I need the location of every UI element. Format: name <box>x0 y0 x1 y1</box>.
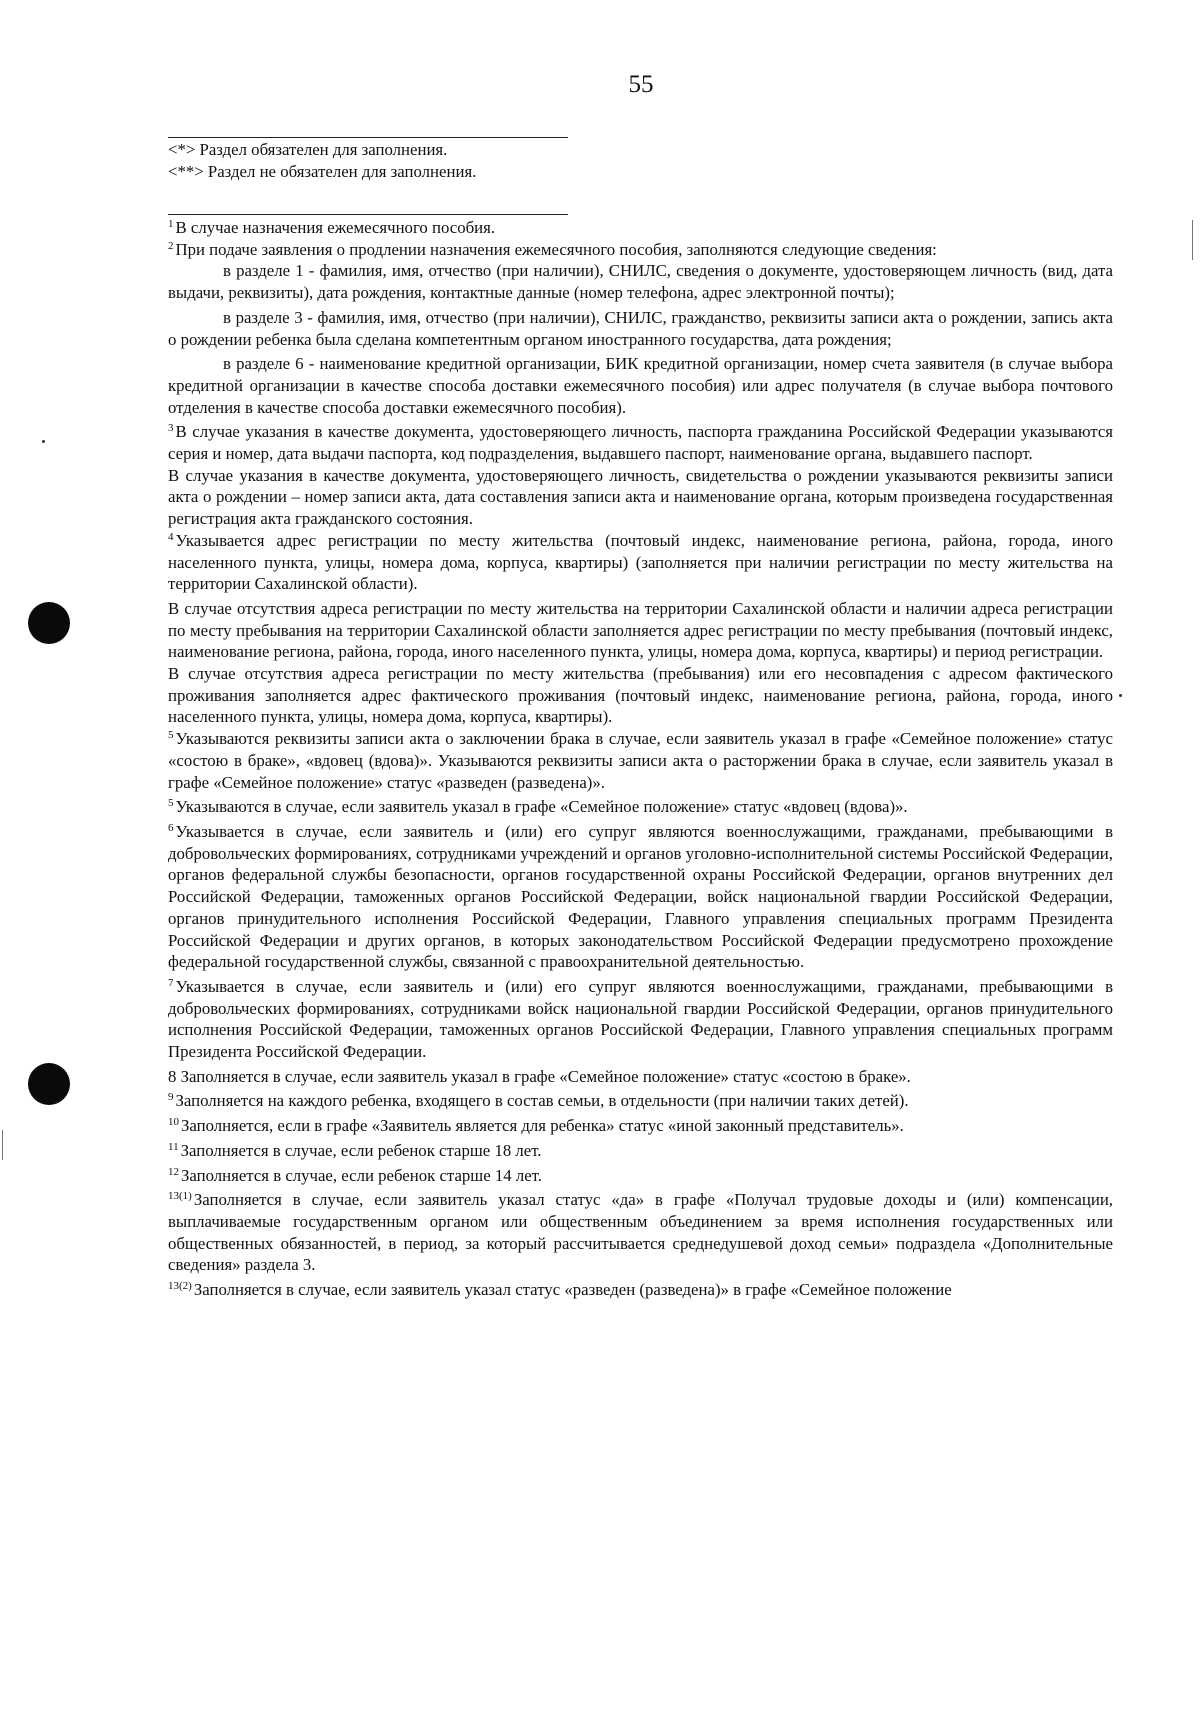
footnote-3 <box>168 421 1113 464</box>
footnote-7 <box>168 976 1113 1063</box>
footnote-ref: 12 <box>168 1165 179 1178</box>
footnote-4-stay-address: В случае отсутствия адреса регистрации по месту жительства на территории Сахалинской области и наличии адреса регистрации по месту пребывания на территории Сахалинской области заполняется адрес регистрации по месту пребывания (почтовый индекс, наименование региона, района, города, иного населенного пункта, улицы, номера дома, корпуса, квартиры) и период регистрации. <box>168 598 1113 662</box>
footnote-3-birth-certificate: В случае указания в качестве документа, удостоверяющего личность, свидетельства о рождении указываются реквизиты записи акта о рождении – номер записи акта, дата составления записи акта и наименование органа, которым произведена государственная регистрация акта гражданского состояния. <box>168 465 1113 529</box>
binder-hole-mark <box>28 1063 70 1105</box>
footnote-ref: 3 <box>168 422 174 435</box>
scan-edge-line <box>1192 220 1193 260</box>
footnote-12 <box>168 1165 1113 1187</box>
footnote-text: В случае указания в качестве документа, удостоверяющего личность, паспорта гражданина Российской Федерации указываются серия и номер, дата выдачи паспорта, код подразделения, выдавшего паспорт, наименование органа, выдавшего паспорт. <box>168 422 1113 464</box>
mark-required: <*> Раздел обязателен для заполнения. <box>168 140 448 159</box>
footnote-13-2 <box>168 1279 1113 1301</box>
scan-speck <box>1119 694 1122 697</box>
footnote-text: При подаче заявления о продлении назначения ежемесячного пособия, заполняются следующие сведения: <box>175 239 937 259</box>
footnote-6 <box>168 821 1113 973</box>
footnote-text: Указывается в случае, если заявитель и (или) его супруг являются военнослужащими, гражданами, пребывающими в добровольческих формированиях, сотрудниками войск национальной гвардии Российской Федерации, органов принудительного исполнения Российской Федерации, таможенных органов Российской Федерации, Главного управления специальных программ Президента Российской Федерации. <box>168 976 1113 1062</box>
footnote-ref: 10 <box>168 1116 179 1129</box>
footnote-ref: 7 <box>168 976 174 989</box>
footnote-text: Указывается в случае, если заявитель и (или) его супруг являются военнослужащими, гражданами, пребывающими в добровольческих формированиях, сотрудниками учреждений и органов уголовно-исполнительной системы Российской Федерации, органов федеральной службы безопасности, органов государственной охраны Российской Федерации, органов внутренних дел Российской Федерации, таможенных органов Российской Федерации, войск национальной гвардии Российской Федерации, органов принудительного исполнения Российской Федерации, Главного управления специальных программ Президента Российской Федерации и других органов, в которых законодательством Российской Федерации предусмотрено прохождение федеральной государственной службы, связанной с правоохранительной деятельностью. <box>168 821 1113 972</box>
footnote-11 <box>168 1140 1113 1162</box>
section-marks <box>168 139 768 183</box>
footnote-1 <box>168 217 1113 239</box>
footnote-2-section-1: в разделе 1 - фамилия, имя, отчество (при наличии), СНИЛС, сведения о документе, удостоверяющем личность (вид, дата выдачи, реквизиты), дата рождения, контактные данные (номер телефона, адрес электронной почты); <box>168 261 1113 303</box>
footnote-text: Указываются в случае, если заявитель указал в графе «Семейное положение» статус «вдовец (вдова)». <box>175 797 908 817</box>
mark-optional: <**> Раздел не обязателен для заполнения. <box>168 162 477 181</box>
scan-edge-line <box>2 1130 3 1160</box>
footnote-2 <box>168 239 1113 261</box>
footnote-2-section-3: в разделе 3 - фамилия, имя, отчество (при наличии), СНИЛС, гражданство, реквизиты записи акта о рождении, запись акта о рождении ребенка была сделана компетентным органом иностранного государства, дата рождения; <box>168 307 1113 349</box>
footnote-text: Заполняется, если в графе «Заявитель является для ребенка» статус «иной законный представитель». <box>181 1116 904 1136</box>
footnote-ref: 13(1) <box>168 1190 192 1203</box>
footnote-ref: 5 <box>168 729 174 742</box>
footnote-8: 8 Заполняется в случае, если заявитель указал в графе «Семейное положение» статус «состою в браке». <box>168 1066 911 1086</box>
page-number: 55 <box>628 71 654 98</box>
footnotes <box>168 217 1113 1301</box>
footnote-5a <box>168 728 1113 793</box>
footnote-ref: 11 <box>168 1140 179 1153</box>
footnote-5b <box>168 796 1113 818</box>
footnote-ref: 6 <box>168 821 174 834</box>
footnote-ref: 9 <box>168 1091 174 1104</box>
separator-rule-footnotes <box>168 214 568 215</box>
footnote-text: Заполняется на каждого ребенка, входящего в состав семьи, в отдельности (при наличии таких детей). <box>175 1091 909 1111</box>
separator-rule-top <box>168 137 568 138</box>
footnote-text: Указывается адрес регистрации по месту жительства (почтовый индекс, наименование региона, района, города, иного населенного пункта, улицы, номера дома, корпуса, квартиры) (заполняется при наличии регистрации по месту жительства на территории Сахалинской области). <box>168 530 1113 594</box>
footnote-text: Заполняется в случае, если заявитель указал статус «разведен (разведена)» в графе «Семейное положение <box>193 1280 952 1300</box>
footnote-9 <box>168 1090 1113 1112</box>
footnote-ref: 5 <box>168 797 174 810</box>
footnote-text: Заполняется в случае, если ребенок старше 18 лет. <box>180 1140 542 1160</box>
footnote-ref: 13(2) <box>168 1280 192 1293</box>
footnote-13-1 <box>168 1189 1113 1276</box>
footnote-text: В случае назначения ежемесячного пособия. <box>175 218 496 237</box>
footnote-text: Заполняется в случае, если заявитель указал статус «да» в графе «Получал трудовые доходы и (или) компенсации, выплачиваемые государственным органом или общественным объединением за время исполнения государственных или общественных обязанностей, в период, за который рассчитывается среднедушевой доход семьи» подраздела «Дополнительные сведения» раздела 3. <box>168 1190 1113 1275</box>
footnote-text: Заполняется в случае, если ребенок старше 14 лет. <box>181 1165 542 1185</box>
scan-speck <box>42 440 45 443</box>
footnote-ref: 1 <box>168 218 174 230</box>
footnote-4-actual-address: В случае отсутствия адреса регистрации по месту жительства (пребывания) или его несовпадения с адресом фактического проживания заполняется адрес фактического проживания (почтовый индекс, наименование региона, района, города, иного населенного пункта, улицы, номера дома, корпуса, квартиры). <box>168 664 1113 727</box>
footnote-ref: 4 <box>168 530 174 543</box>
footnote-text: Указываются реквизиты записи акта о заключении брака в случае, если заявитель указал в графе «Семейное положение» статус «состою в браке», «вдовец (вдова)». Указываются реквизиты записи акта о расторжении брака в случае, если заявитель указал в графе «Семейное положение» статус «разведен (разведена)». <box>168 729 1113 792</box>
footnote-2-section-6: в разделе 6 - наименование кредитной организации, БИК кредитной организации, номер счета заявителя (в случае выбора кредитной организации в качестве способа доставки ежемесячного пособия) или адрес получателя (в случае выбора почтового отделения в качестве способа доставки ежемесячного пособия). <box>168 354 1113 417</box>
footnote-10 <box>168 1115 1113 1137</box>
footnote-4 <box>168 530 1113 595</box>
binder-hole-mark <box>28 602 70 644</box>
footnote-ref: 2 <box>168 239 174 252</box>
